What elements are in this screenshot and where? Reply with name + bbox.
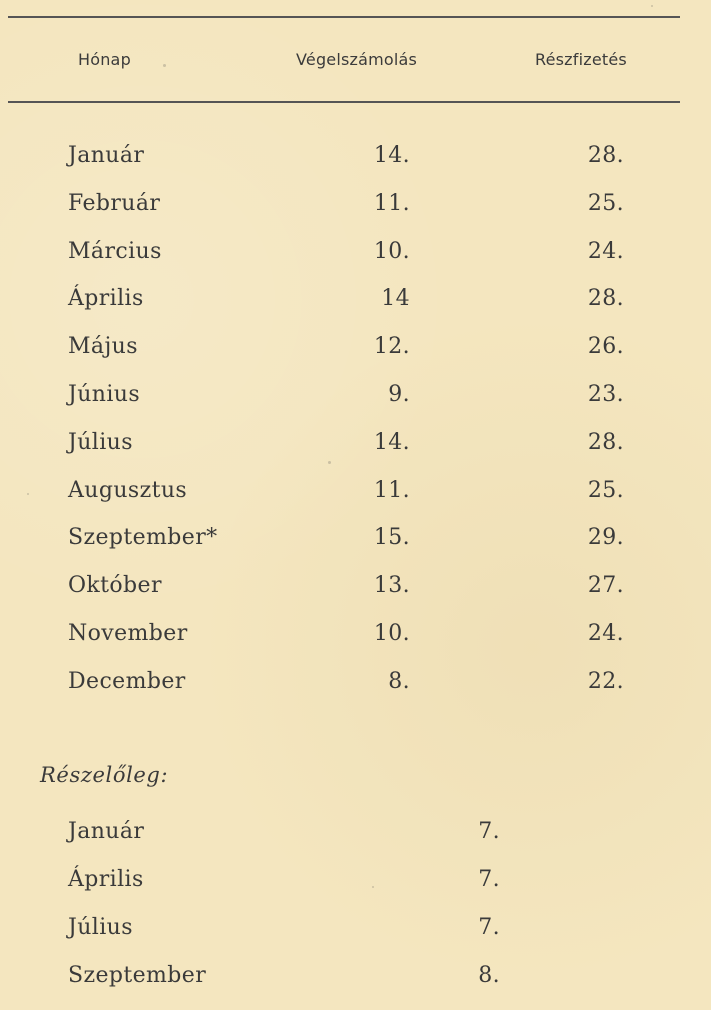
- table-row: [0, 572, 711, 620]
- advance-value: 7.: [478, 867, 500, 892]
- month-cell: Szeptember: [68, 963, 207, 988]
- final-cell: 11.: [373, 190, 410, 216]
- month-cell: Szeptember*: [68, 525, 218, 551]
- month-cell: Április: [68, 286, 144, 312]
- month-cell: Március: [68, 238, 162, 264]
- table-row: [0, 429, 711, 477]
- final-cell: 8.: [388, 668, 410, 694]
- final-cell: 13.: [373, 573, 410, 599]
- table-row: [0, 190, 711, 238]
- table-row: [0, 142, 711, 190]
- final-cell: 12.: [373, 334, 410, 360]
- top-rule: [8, 16, 680, 18]
- table-row: [0, 333, 711, 381]
- table-row: [0, 238, 711, 286]
- partial-cell: 28.: [587, 286, 624, 312]
- partial-cell: 27.: [587, 573, 624, 599]
- final-cell: 9.: [388, 381, 410, 407]
- month-cell: Július: [68, 429, 133, 455]
- final-cell: 14.: [373, 143, 410, 168]
- month-header: Hónap: [78, 50, 131, 69]
- header-bottom-rule: [8, 101, 680, 103]
- final-settlement-header: Végelszámolás: [296, 50, 418, 69]
- table-row: [0, 668, 711, 716]
- paper-speck: [651, 5, 653, 7]
- section-title: Részelőleg:: [40, 763, 169, 787]
- list-item: [0, 914, 711, 962]
- month-cell: Február: [68, 190, 161, 216]
- partial-payment-header: Részfizetés: [535, 50, 627, 69]
- paper-speck: [328, 461, 331, 464]
- month-cell: Július: [68, 915, 133, 940]
- advance-value: 7.: [478, 915, 500, 940]
- partial-cell: 25.: [587, 477, 624, 503]
- partial-cell: 28.: [587, 429, 624, 455]
- advance-value: 8.: [478, 963, 500, 988]
- partial-cell: 24.: [587, 238, 624, 264]
- table-row: [0, 381, 711, 429]
- final-cell: 11.: [373, 477, 410, 503]
- month-cell: Október: [68, 573, 162, 599]
- partial-cell: 25.: [587, 190, 624, 216]
- partial-advance-list: [0, 818, 711, 1010]
- final-cell: 14.: [373, 429, 410, 455]
- month-cell: Május: [68, 334, 138, 360]
- table-row: [0, 620, 711, 668]
- month-cell: Április: [68, 867, 144, 892]
- month-cell: December: [68, 668, 186, 694]
- partial-cell: 23.: [587, 381, 624, 407]
- paper-speck: [163, 64, 166, 67]
- partial-cell: 24.: [587, 620, 624, 646]
- month-cell: November: [68, 620, 188, 646]
- month-cell: Augusztus: [68, 477, 188, 503]
- list-item: [0, 962, 711, 1010]
- paper-speck: [27, 493, 29, 495]
- paper-speck: [372, 886, 374, 888]
- final-cell: 15.: [373, 525, 410, 551]
- month-cell: Január: [68, 143, 145, 168]
- list-item: [0, 818, 711, 866]
- final-cell: 10.: [373, 238, 410, 264]
- partial-cell: 26.: [587, 334, 624, 360]
- list-item: [0, 866, 711, 914]
- month-cell: Június: [68, 381, 141, 407]
- advance-value: 7.: [478, 819, 500, 844]
- final-cell: 10.: [373, 620, 410, 646]
- partial-cell: 29.: [587, 525, 624, 551]
- table-row: [0, 524, 711, 572]
- table-row: [0, 477, 711, 525]
- schedule-table: [0, 142, 711, 716]
- month-cell: Január: [68, 819, 145, 844]
- partial-cell: 22.: [587, 668, 624, 694]
- table-row: [0, 285, 711, 333]
- partial-cell: 28.: [587, 143, 624, 168]
- final-cell: 14: [381, 286, 410, 312]
